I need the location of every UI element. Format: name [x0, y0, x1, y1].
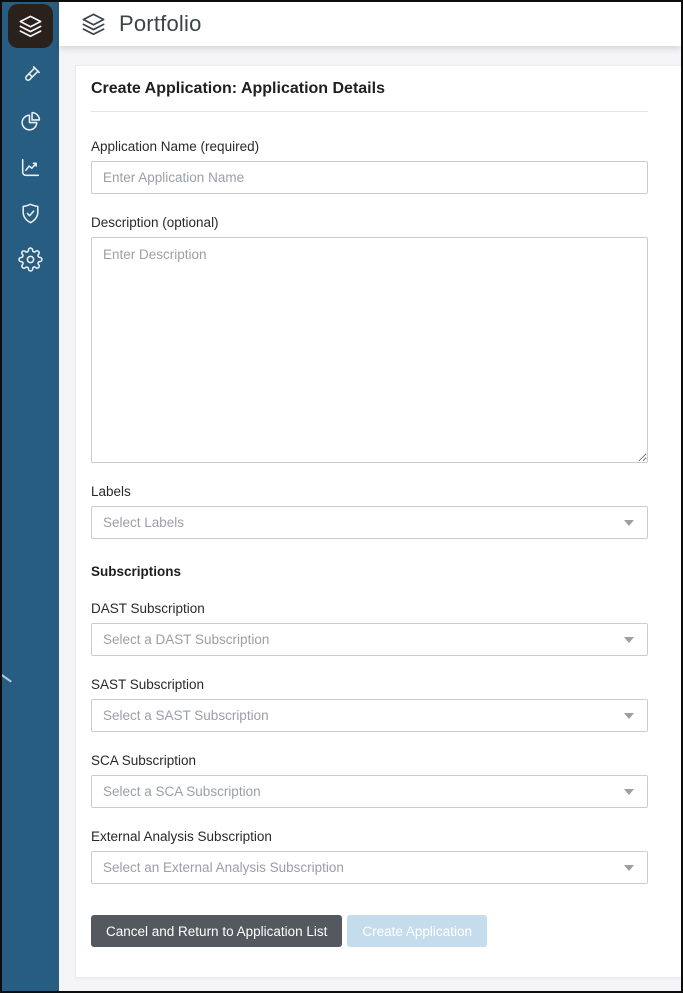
sidebar-item-settings[interactable]: [8, 236, 53, 282]
application-name-group: [91, 139, 648, 194]
description-textarea[interactable]: [91, 237, 648, 463]
pie-chart-icon: [18, 109, 43, 134]
sidebar-item-portfolio[interactable]: [8, 4, 53, 48]
sast-subscription-select[interactable]: [91, 699, 648, 732]
sidebar-item-pie-chart[interactable]: [8, 98, 53, 144]
chevron-down-icon: [624, 520, 634, 526]
cancel-button[interactable]: Cancel and Return to Application List: [91, 915, 342, 947]
sca-subscription-group: [91, 753, 648, 808]
layers-icon: [80, 11, 107, 38]
dast-subscription-group: [91, 601, 648, 656]
dast-subscription-select-value: Select a DAST Subscription: [103, 632, 270, 647]
description-label: Description (optional): [91, 215, 219, 230]
sca-subscription-label: SCA Subscription: [91, 753, 197, 768]
sidebar-item-shield[interactable]: [8, 190, 53, 236]
subscriptions-heading: Subscriptions: [91, 564, 182, 579]
content-area: [59, 46, 681, 991]
application-name-input[interactable]: [91, 161, 648, 194]
dast-subscription-select[interactable]: [91, 623, 648, 656]
sca-subscription-select[interactable]: [91, 775, 648, 808]
shield-check-icon: [18, 201, 43, 226]
labels-select-value: Select Labels: [103, 515, 185, 530]
sast-subscription-select-value: Select a SAST Subscription: [103, 708, 269, 723]
description-group: [91, 215, 648, 463]
application-name-label: Application Name (required): [91, 139, 260, 154]
chevron-down-icon: [624, 637, 634, 643]
labels-group: [91, 484, 648, 539]
form-title: Create Application: Application Details: [91, 80, 648, 112]
pointer-artifact: [1, 674, 12, 683]
labels-label: Labels: [91, 484, 131, 499]
header: [59, 2, 681, 46]
sast-subscription-label: SAST Subscription: [91, 677, 205, 692]
layers-icon: [17, 13, 44, 40]
sca-subscription-select-value: Select a SCA Subscription: [103, 784, 261, 799]
chevron-down-icon: [624, 789, 634, 795]
gear-icon: [18, 247, 43, 272]
dast-subscription-label: DAST Subscription: [91, 601, 205, 616]
sidebar-item-test-tube[interactable]: [8, 52, 53, 98]
main-area: [59, 2, 681, 991]
labels-select[interactable]: [91, 506, 648, 539]
test-tube-icon: [18, 63, 43, 88]
page-title: Portfolio: [119, 11, 202, 36]
sidebar: [2, 2, 59, 991]
chevron-down-icon: [624, 865, 634, 871]
external-analysis-subscription-group: [91, 829, 648, 884]
external-analysis-subscription-select[interactable]: [91, 851, 648, 884]
sidebar-nav: [8, 52, 53, 282]
external-analysis-subscription-label: External Analysis Subscription: [91, 829, 272, 844]
sast-subscription-group: [91, 677, 648, 732]
create-application-button[interactable]: Create Application: [347, 915, 487, 947]
external-analysis-subscription-select-value: Select an External Analysis Subscription: [103, 860, 344, 875]
chevron-down-icon: [624, 713, 634, 719]
sidebar-item-line-chart[interactable]: [8, 144, 53, 190]
form-actions: [91, 915, 648, 978]
create-application-card: [75, 65, 681, 978]
line-chart-icon: [18, 155, 43, 180]
